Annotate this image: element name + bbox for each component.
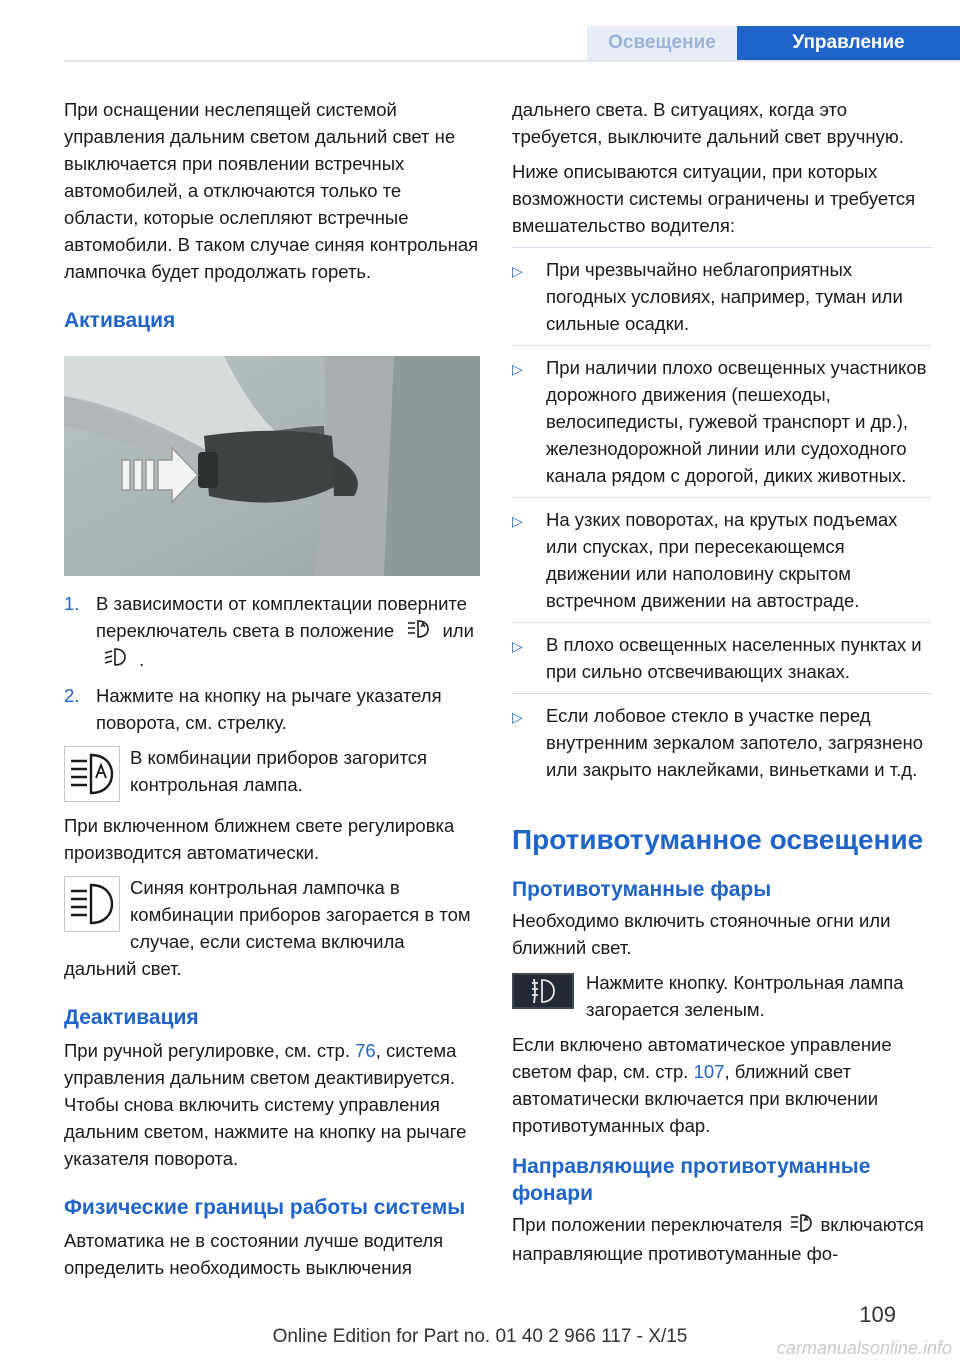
list-item: ▷ При наличии плохо освещенных участников дорожного движения (пешеходы, велосипедисты, гужевой транспорт и др.), железнодорожной линии или судоходного канала рядом с дорогой, диких животных. [512,345,932,497]
cornering-fog-heading: Направляющие противотуманные фонари [512,1155,871,1205]
step-1-or: или [442,620,474,641]
high-beam-assistant-indicator-icon [64,746,120,802]
indicator-1-text: В комбинации приборов загорится контрольная лампа. [130,747,428,796]
watermark: carmanualsonline.info [776,1338,952,1358]
front-fog-heading: Противотуманные фары [512,878,772,901]
step-1 [64,590,480,674]
triangle-bullet-icon: ▷ [512,263,523,279]
page-link-107[interactable]: 107 [693,1061,725,1082]
deactivation-paragraph: При ручной регулировке, см. стр. 76, система управления дальним светом деактивируется. Чтобы снова включить систему управления дальним светом, нажмите на кнопку на рычаге указателя поворота. [64,1040,467,1170]
auto-headlight-paragraph: Если включено автоматическое управление светом фар, см. стр. 107, ближний свет автоматически включается при включении противотуманных фар. [512,1034,892,1136]
list-item: ▷ При чрезвычайно неблагоприятных погодных условиях, например, туман или сильные осадки. [512,247,932,345]
auto-headlight-icon [405,619,431,646]
situations-list [512,247,932,791]
lever-illustration [64,356,480,576]
turn-signal-lever-photo [64,356,480,576]
header-divider [64,60,960,62]
triangle-bullet-icon: ▷ [512,709,523,725]
deactivation-heading: Деактивация [64,1006,199,1030]
chapter-tab[interactable]: Управление [737,26,960,60]
limits-heading: Физические границы работы системы [64,1196,466,1220]
step-1-end: . [139,648,145,670]
indicator-note-1 [64,744,480,804]
low-beam-icon [102,647,128,674]
situations-intro: Ниже описываются ситуации, при которых возможности системы ограничены и требуется вмешательство водителя: [512,161,916,236]
page-header [0,0,960,64]
indicator-2-text: Синяя контрольная лампочка в комбинации приборов загорается в том случае, если система включила дальний свет. [64,877,471,980]
auto-headlight-icon [788,1213,814,1240]
indicator-note-2 [64,874,480,982]
continuation-paragraph: дальнего света. В ситуациях, когда это требуется, выключите дальний свет вручную. [512,99,904,147]
list-item: ▷ В плохо освещенных населенных пунктах и при сильно отсвечивающих знаках. [512,622,932,693]
step-2-text: Нажмите на кнопку на рычаге указателя поворота, см. стрелку. [96,685,442,734]
step-2-number: 2. [64,685,80,707]
fog-lights-heading: Противотуманное освещение [512,824,924,855]
front-fog-paragraph: Необходимо включить стояночные огни или ближний свет. [512,910,891,958]
page-link-76[interactable]: 76 [355,1040,376,1062]
activation-heading: Активация [64,309,176,332]
fog-button-note [512,969,932,1023]
triangle-bullet-icon: ▷ [512,638,523,654]
low-beam-paragraph: При включенном ближнем свете регулировка производится автоматически. [64,815,455,864]
step-1-text: В зависимости от комплектации поверните переключатель света в положение [96,593,467,641]
edition-footer: Online Edition for Part no. 01 40 2 966 117 - X/15 [272,1326,688,1347]
right-column [512,96,932,1275]
triangle-bullet-icon: ▷ [512,361,523,377]
list-item: ▷ Если лобовое стекло в участке перед внутренним зеркалом запотело, загрязнено или закрыто наклейками, виньетками и т.д. [512,693,932,791]
cornering-paragraph: При положении переключателя включаются направляющие противотуманные фо- [512,1214,924,1264]
list-item: ▷ На узких поворотах, на крутых подъемах или спусках, при пересекающемся движении или наполовину скрытом встречном движении на автостраде. [512,497,932,622]
high-beam-indicator-icon [64,876,120,932]
intro-paragraph: При оснащении неслепящей системой управления дальним светом дальний свет не выключается при появлении встречных автомобилей, а отключаются только те области, которые ослепляют встречные автомобили. В таком случае синяя контрольная лампочка будет продолжать гореть. [64,99,479,282]
fog-button-text: Нажмите кнопку. Контрольная лампа загорается зеленым. [586,972,904,1020]
triangle-bullet-icon: ▷ [512,513,523,529]
step-2 [64,682,480,736]
fog-light-button-icon [512,973,574,1009]
left-column [64,96,480,1289]
section-tab[interactable]: Освещение [587,26,737,60]
limits-paragraph: Автоматика не в состоянии лучше водителя определить необходимость выключения [64,1230,444,1279]
page-number: 109 [859,1302,896,1327]
step-1-number: 1. [64,593,80,614]
